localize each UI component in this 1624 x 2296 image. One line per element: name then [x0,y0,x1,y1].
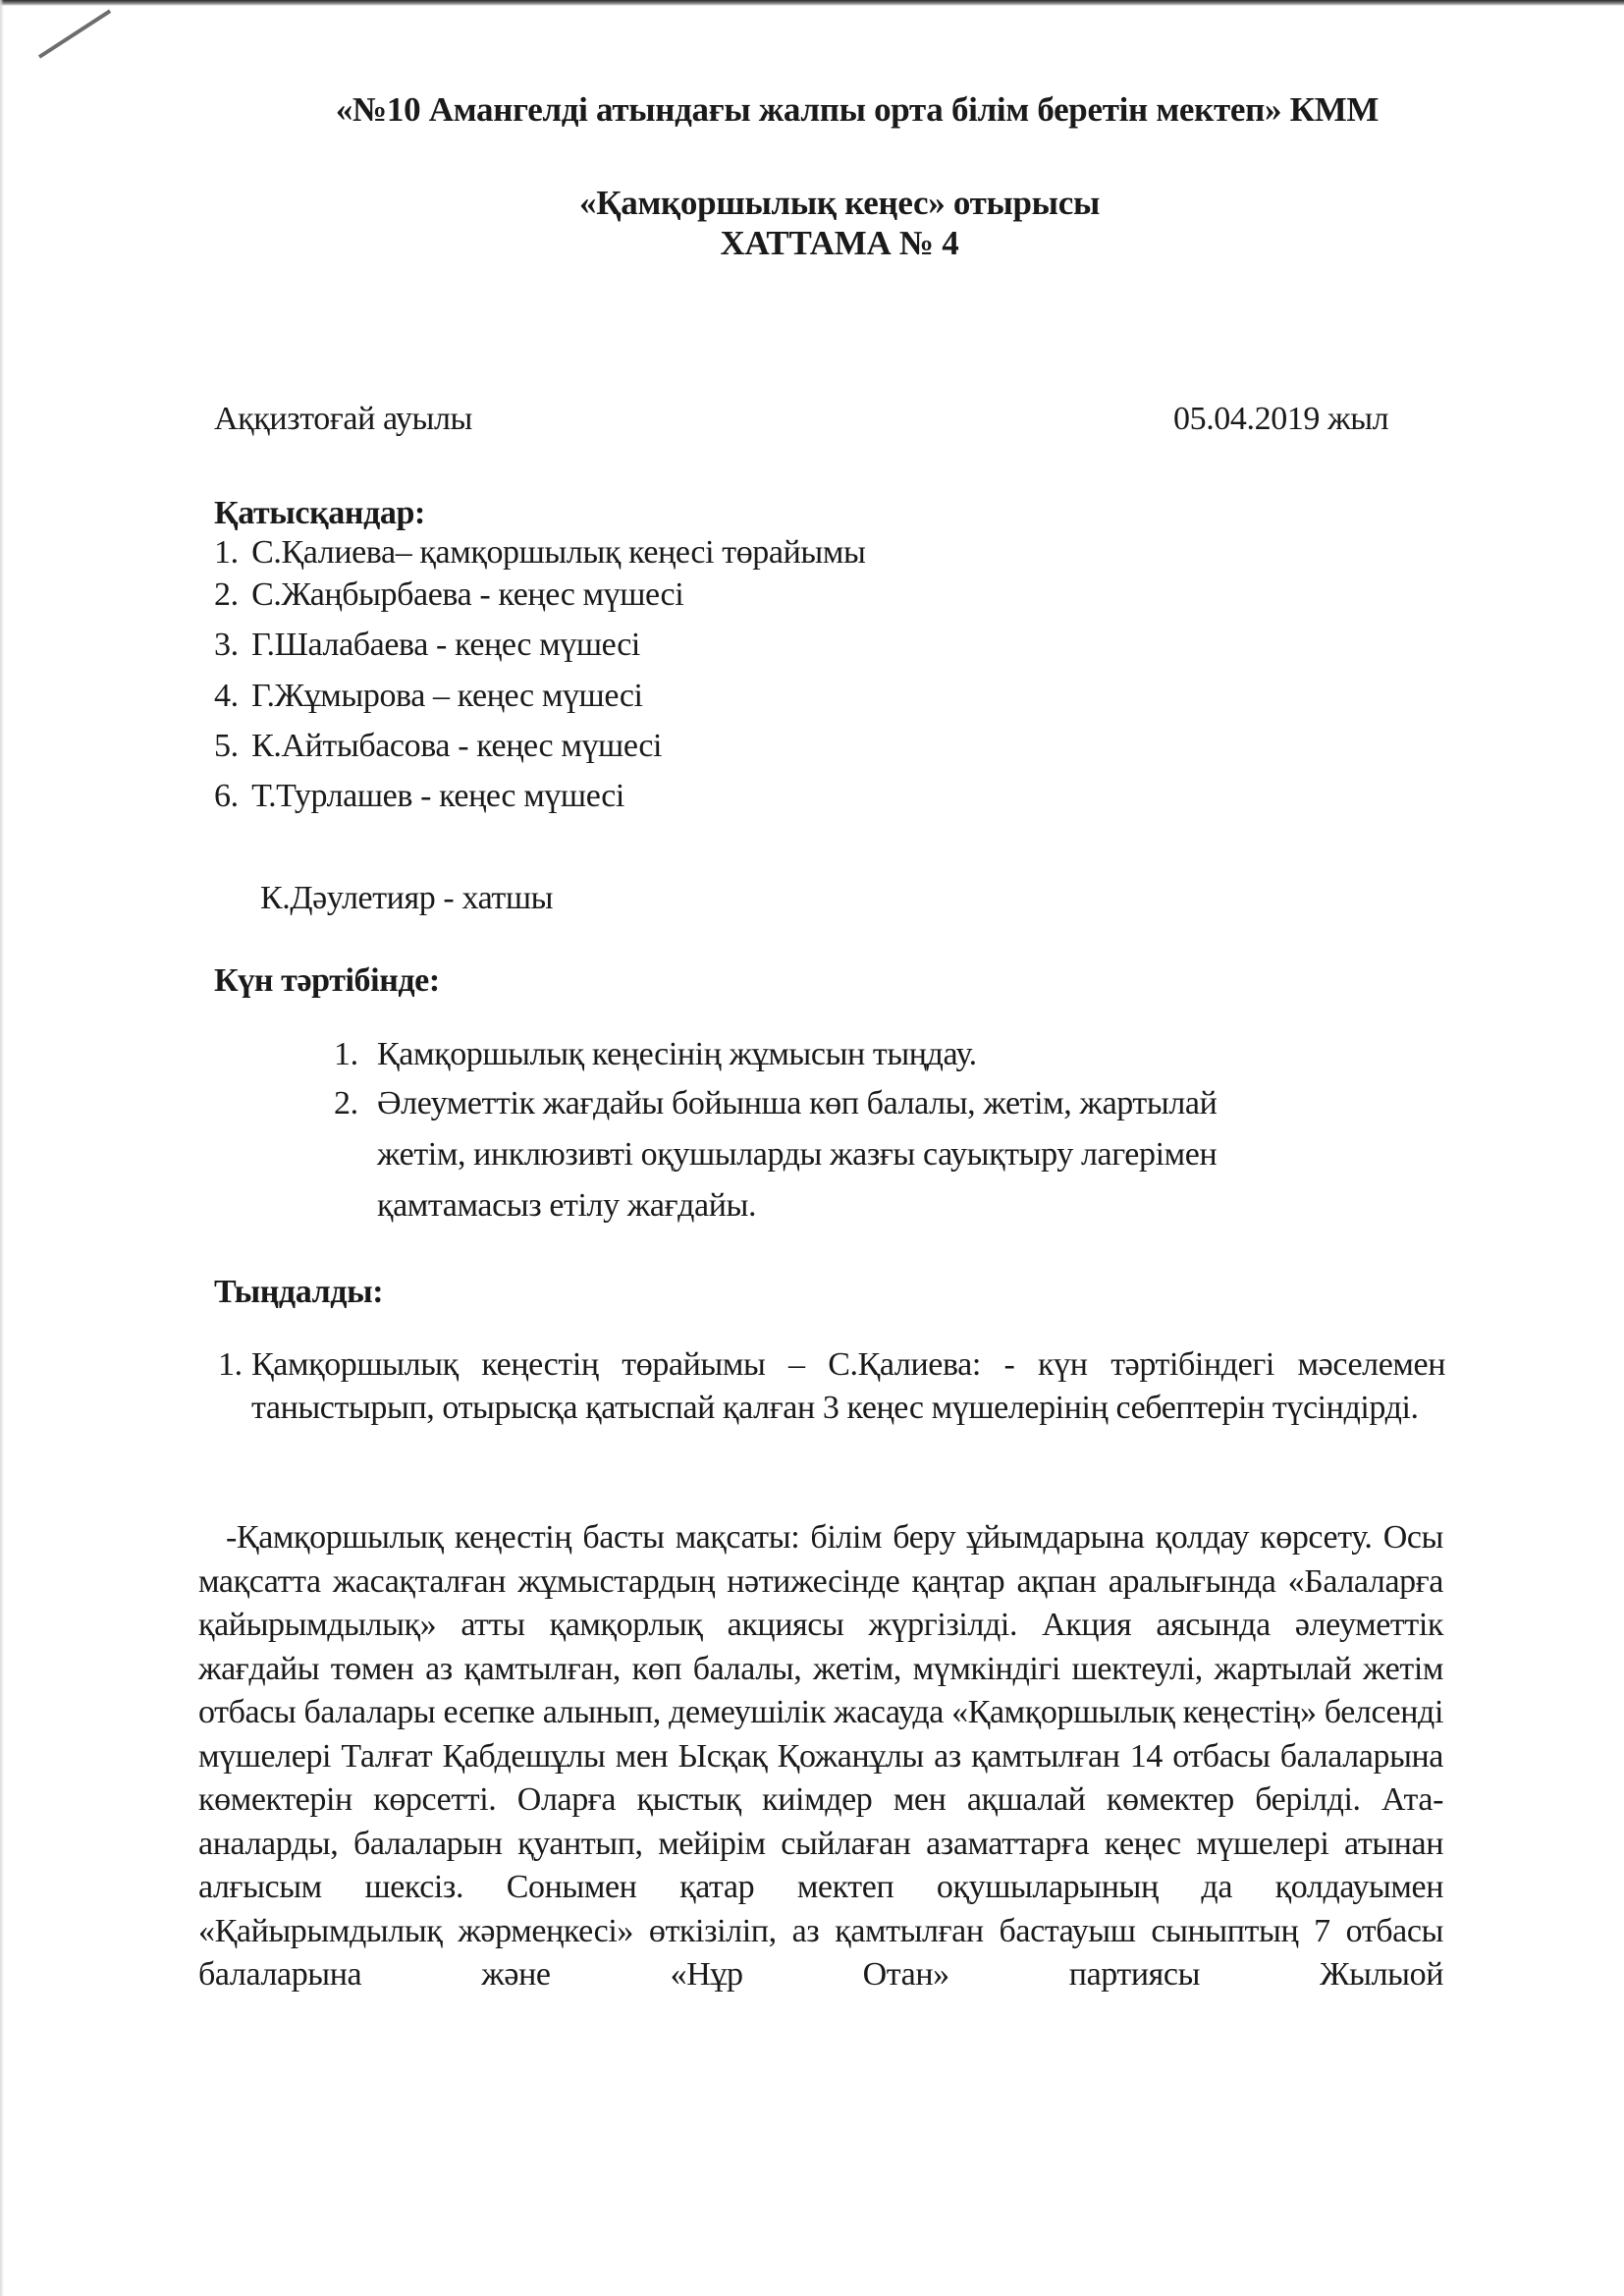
agenda-item [334,1031,1261,1078]
participants-heading: Қатысқандар: [214,495,425,531]
participant-text: Т.Турлашев - кеңес мүшесі [251,778,624,814]
participant-item [214,534,865,572]
protocol-title: ХАТТАМА № 4 [720,224,959,262]
participant-number: 5. [214,728,239,764]
heard-text: Қамқоршылық кеңестің төрайымы – С.Қалиева: - күн тәртібіндегі мәселемен таныстырып, отырысқа қатыспай қалған 3 кеңес мүшелерінің себептерін түсіндірді. [251,1346,1445,1426]
heard-heading: Тыңдалды: [214,1274,384,1310]
heard-item [218,1343,1445,1430]
participant-text: С.Қалиева– қамқоршылық кеңесі төрайымы [251,534,866,571]
agenda-list [334,1031,1261,1231]
heard-number: 1. [218,1346,243,1383]
secretary: К.Дәулетияр - хатшы [260,880,554,916]
participant-item [214,678,643,715]
participant-text: С.Жаңбырбаева - кеңес мүшесі [251,576,684,613]
agenda-number: 1. [334,1036,358,1072]
participant-number: 1. [214,534,239,571]
participant-item [214,627,640,664]
participant-text: Г.Жұмырова – кеңес мүшесі [251,678,643,714]
participant-text: Г.Шалабаева - кеңес мүшесі [251,627,640,663]
agenda-text: Әлеуметтік жағдайы бойынша көп балалы, жетім, жартылай жетім, инклюзивті оқушыларды жазғы сауықтыру лагерімен қамтамасыз етілу жағдайы. [377,1085,1218,1224]
organization-title: «№10 Амангелді атындағы жалпы орта білім беретін мектеп» КММ [335,90,1380,129]
village-name: Аққизтоғай ауылы [214,401,472,437]
participant-item [214,576,683,614]
participant-number: 4. [214,678,239,714]
body-paragraph: -Қамқоршылық кеңестің басты мақсаты: білім беру ұйымдарына қолдау көрсету. Осы мақсатта жасақталған жұмыстардың нәтижесінде қаңтар ақпан аралығында «Балаларға қайырымдылық» атты қамқорлық акциясы жүргізілді. Акция аясында әлеуметтік жағдайы төмен аз қамтылған, көп балалы, жетім, мүмкіндігі шектеулі, жартылай жетім отбасы балалары есепке алынып, демеушілік жасауда «Қамқоршылық кеңестің» белсенді мүшелері Талғат Қабдешұлы мен Ысқақ Қожанұлы аз қамтылған 14 отбасы балаларына көмектерін көрсетті. Оларға қыстық киімдер мен ақшалай көмектер берілді. Ата-аналарды, балаларын қуантып, мейірім сыйлаған азаматтарға кеңес мүшелері атынан алғысым шексіз. Сонымен қатар мектеп оқушыларының да қолдауымен «Қайырымдылық жәрмеңкесі» өткізіліп, аз қамтылған бастауыш сыныптың 7 отбасы балаларына және «Нұр Отан» партиясы Жылыой [198,1519,1443,1993]
participant-number: 2. [214,576,239,613]
agenda-item [334,1078,1261,1231]
participant-number: 3. [214,627,239,663]
participant-item [214,728,662,765]
meeting-title: «Қамқоршылық кеңес» отырысы [579,184,1100,222]
participant-item [214,778,624,815]
participant-text: К.Айтыбасова - кеңес мүшесі [251,728,663,764]
agenda-text: Қамқоршылық кеңесінің жұмысын тыңдау. [377,1036,977,1072]
agenda-number: 2. [334,1085,358,1121]
meeting-date: 05.04.2019 жыл [1173,401,1389,437]
participant-number: 6. [214,778,239,814]
agenda-heading: Күн тәртібінде: [214,962,440,999]
